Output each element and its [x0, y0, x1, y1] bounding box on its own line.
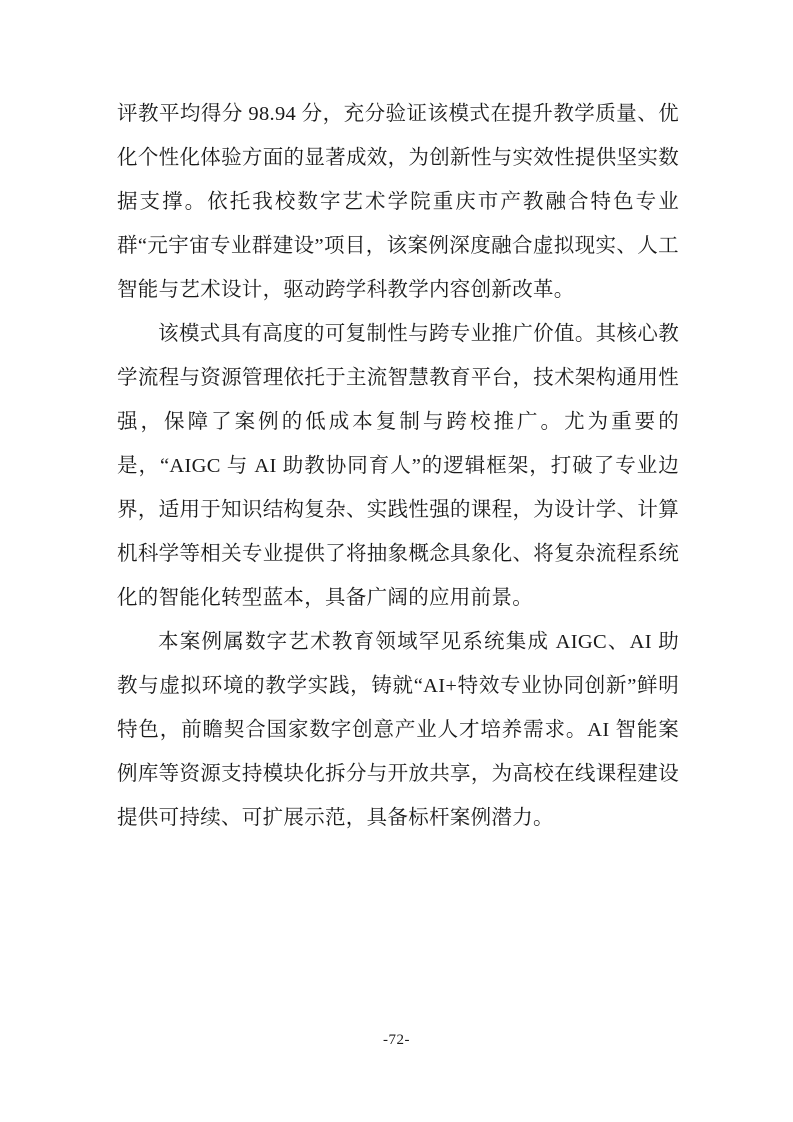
paragraph-2: 该模式具有高度的可复制性与跨专业推广价值。其核心教学流程与资源管理依托于主流智慧教育平台，技术架构通用性强，保障了案例的低成本复制与跨校推广。尤为重要的是，“AIGC 与 AI 助教协同育人”的逻辑框架，打破了专业边界，适用于知识结构复杂、实践性强的课程，为设计学、计算机科学等相关专业提供了将抽象概念具象化、将复杂流程系统化的智能化转型蓝本，具备广阔的应用前景。: [117, 323, 679, 609]
page-content: [117, 92, 679, 840]
paragraph-3: 本案例属数字艺术教育领域罕见系统集成 AIGC、AI 助教与虚拟环境的教学实践，铸就“AI+特效专业协同创新”鲜明特色，前瞻契合国家数字创意产业人才培养需求。AI 智能案例库等资源支持模块化拆分与开放共享，为高校在线课程建设提供可持续、可扩展示范，具备标杆案例潜力。: [117, 631, 679, 829]
page-number: -72-: [383, 1032, 410, 1048]
paragraph-1: 评教平均得分 98.94 分，充分验证该模式在提升教学质量、优化个性化体验方面的显著成效，为创新性与实效性提供坚实数据支撑。依托我校数字艺术学院重庆市产教融合特色专业群“元宇宙专业群建设”项目，该案例深度融合虚拟现实、人工智能与艺术设计，驱动跨学科教学内容创新改革。: [117, 103, 679, 301]
